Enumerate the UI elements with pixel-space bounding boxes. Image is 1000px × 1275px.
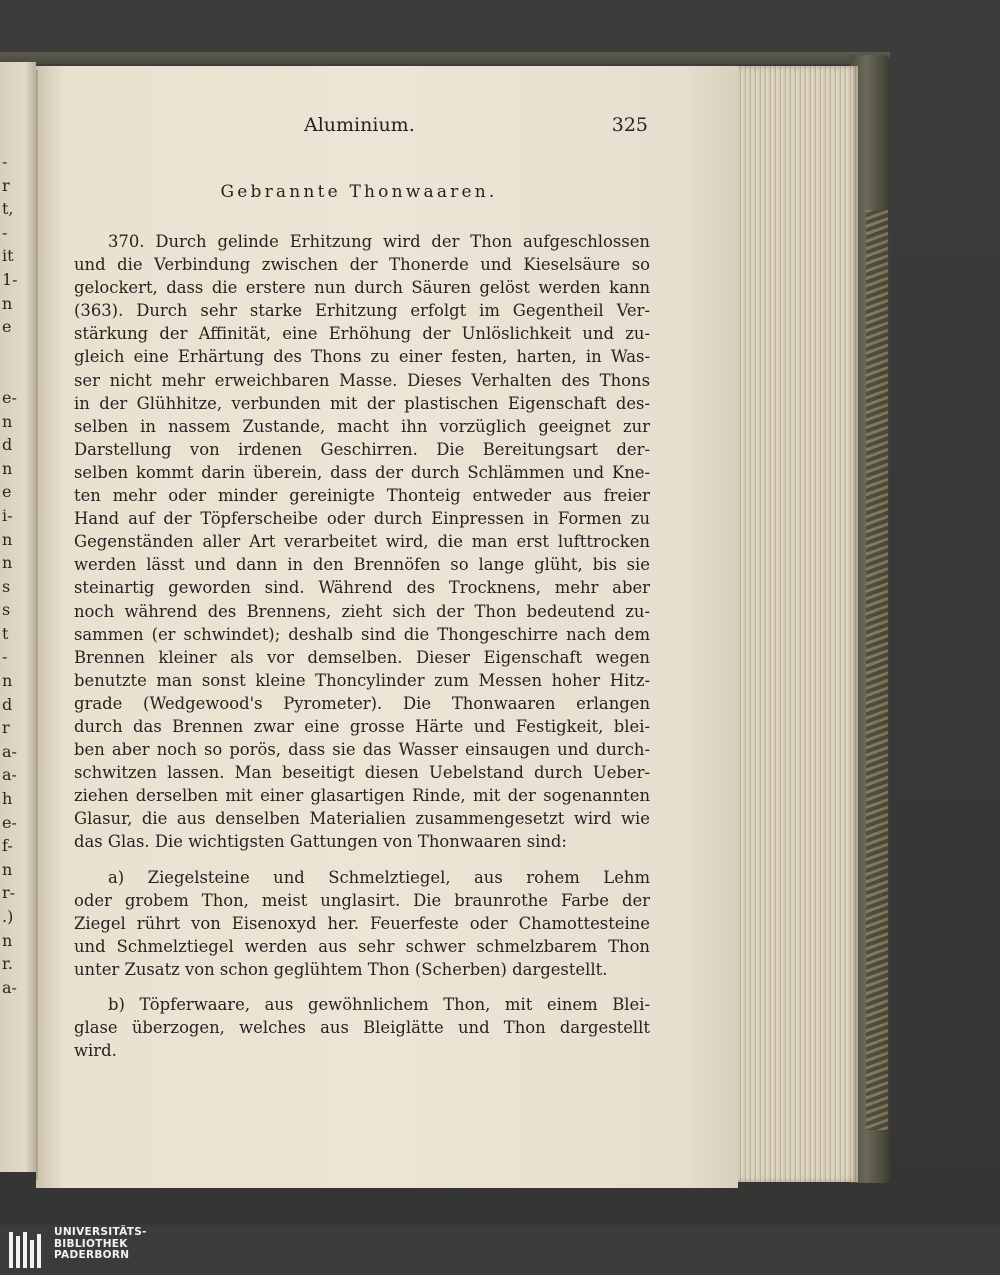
text-line: a) Ziegelsteine und Schmelztiegel, aus rohem Lehm	[108, 867, 650, 887]
logo-line: PADERBORN	[54, 1249, 130, 1261]
text-line: wird.	[74, 1041, 117, 1061]
left-page-fragment: e	[2, 482, 12, 502]
left-page-fragment: d	[2, 694, 13, 714]
library-logo-icon	[7, 1230, 49, 1270]
left-page-fragment: n	[2, 553, 13, 573]
text-line: gleich eine Erhärtung des Thons zu einer festen, harten, in Was-	[74, 347, 650, 367]
text-line: Ziegel rührt von Eisenoxyd her. Feuerfeste oder Chamottesteine	[74, 913, 650, 933]
left-page-fragment: n	[2, 458, 13, 478]
left-page-fragment: d	[2, 435, 13, 455]
left-page-fragment: e-	[2, 812, 17, 832]
text-line: Glasur, die aus denselben Materialien zusammengesetzt wird wie	[74, 809, 650, 829]
left-page-fragment: n	[2, 930, 13, 950]
text-line: selben kommt darin überein, dass der durch Schlämmen und Kne-	[74, 462, 650, 482]
left-page-fragment: s	[2, 600, 11, 620]
book-cover-top	[0, 52, 890, 64]
left-page-fragment: r	[2, 175, 10, 195]
logo-line: UNIVERSITÄTS-	[54, 1226, 147, 1238]
left-page-fragment: -	[2, 222, 8, 242]
left-page-fragment: 1-	[2, 269, 18, 289]
section-title: Gebrannte Thonwaaren.	[220, 182, 498, 202]
list-item-b	[74, 993, 650, 1062]
text-line: ten mehr oder minder gereinigte Thonteig entweder aus freier	[74, 486, 650, 506]
text-line: oder grobem Thon, meist unglasirt. Die braunrothe Farbe der	[74, 890, 650, 910]
left-page-fragment: a-	[2, 765, 17, 785]
page-gutter	[36, 70, 38, 1180]
left-page-fragment: n	[2, 411, 13, 431]
text-line: Brennen kleiner als vor demselben. Dieser Eigenschaft wegen	[74, 647, 650, 667]
left-page-fragment: t	[2, 623, 9, 643]
left-page-text-fragments	[2, 150, 32, 999]
page-number: 325	[611, 114, 648, 136]
footer-bar	[0, 1225, 1000, 1275]
left-page-fragment	[2, 362, 32, 386]
library-logo-text	[54, 1227, 147, 1262]
left-page-fragment: r.	[2, 954, 13, 974]
left-page-fragment: -	[2, 152, 8, 171]
left-page-fragment: s	[2, 576, 11, 596]
body-text	[74, 230, 650, 1062]
running-head: Aluminium.	[304, 114, 415, 136]
text-line: durch das Brennen zwar eine grosse Härte und Festigkeit, blei-	[74, 716, 650, 736]
text-line: und die Verbindung zwischen der Thonerde und Kieselsäure so	[74, 255, 650, 275]
left-page-fragment: i-	[2, 505, 13, 525]
left-page-fragment: n	[2, 671, 13, 691]
text-line: selben in nassem Zustande, macht ihn vorzüglich geeignet zur	[74, 416, 650, 436]
text-line: unter Zusatz von schon geglühtem Thon (Scherben) dargestellt.	[74, 959, 608, 979]
text-line: b) Töpferwaare, aus gewöhnlichem Thon, mit einem Blei-	[108, 995, 650, 1014]
text-line: und Schmelztiegel werden aus sehr schwer schmelzbarem Thon	[74, 936, 650, 956]
paragraph-370	[74, 230, 650, 854]
text-line: das Glas. Die wichtigsten Gattungen von Thonwaaren sind:	[74, 832, 567, 852]
left-page-fragment: .)	[2, 907, 14, 926]
text-line: ser nicht mehr erweichbaren Masse. Dieses Verhalten des Thons	[74, 370, 650, 390]
left-page-fragment: it	[2, 246, 14, 266]
left-page-fragment: n	[2, 859, 13, 879]
text-line: benutzte man sonst kleine Thoncylinder zum Messen hoher Hitz-	[74, 670, 650, 690]
text-line: Hand auf der Töpferscheibe oder durch Einpressen in Formen zu	[74, 509, 650, 529]
left-page-fragment	[2, 339, 32, 363]
text-line: noch während des Brennens, zieht sich der Thon bedeutend zu-	[74, 601, 650, 621]
left-page-fragment: t,	[2, 199, 14, 219]
left-page-fragment: e-	[2, 387, 17, 407]
left-page-fragment: n	[2, 293, 13, 313]
text-line: steinartig geworden sind. Während des Trocknens, mehr aber	[74, 578, 650, 598]
text-line: glase überzogen, welches aus Bleiglätte und Thon dargestellt	[74, 1018, 650, 1038]
text-line: werden lässt und dann in den Brennöfen so lange glüht, bis sie	[74, 555, 650, 575]
left-page-fragment: a-	[2, 741, 17, 761]
left-page-fragment: r	[2, 718, 10, 738]
page-header	[300, 114, 650, 144]
text-line: Darstellung von irdenen Geschirren. Die Bereitungsart der-	[74, 439, 650, 459]
text-line: gelockert, dass die erstere nun durch Säuren gelöst werden kann	[74, 278, 650, 298]
text-line: schwitzen lassen. Man beseitigt diesen Uebelstand durch Ueber-	[74, 763, 650, 783]
text-line: 370. Durch gelinde Erhitzung wird der Thon aufgeschlossen	[108, 232, 650, 251]
text-line: ziehen derselben mit einer glasartigen Rinde, mit der sogenannten	[74, 786, 650, 806]
text-line: ben aber noch so porös, dass sie das Wasser einsaugen und durch-	[74, 740, 650, 760]
left-page-fragment: n	[2, 529, 13, 549]
page-block-edges	[738, 66, 858, 1182]
text-line: sammen (er schwindet); deshalb sind die Thongeschirre nach dem	[74, 624, 650, 644]
left-page-fragment: -	[2, 647, 8, 667]
paragraph-gap	[74, 981, 650, 993]
text-line: (363). Durch sehr starke Erhitzung erfolgt im Gegentheil Ver-	[74, 301, 650, 321]
binding-texture	[866, 210, 888, 1130]
left-page-fragment: a-	[2, 977, 17, 997]
text-line: stärkung der Affinität, eine Erhöhung der Unlöslichkeit und zu-	[74, 324, 650, 344]
left-page-fragment: h	[2, 789, 13, 809]
left-page-fragment: f-	[2, 836, 13, 856]
logo-line: BIBLIOTHEK	[54, 1237, 128, 1250]
text-line: in der Glühhitze, verbunden mit der plastischen Eigenschaft des-	[74, 393, 650, 413]
left-page-fragment: r-	[2, 883, 16, 903]
paragraph-gap	[74, 854, 650, 866]
text-line: Gegenständen aller Art verarbeitet wird, die man erst lufttrocken	[74, 532, 650, 552]
left-page-fragment: e	[2, 317, 12, 337]
list-item-a	[74, 866, 650, 981]
text-line: grade (Wedgewood's Pyrometer). Die Thonwaaren erlangen	[74, 693, 650, 713]
